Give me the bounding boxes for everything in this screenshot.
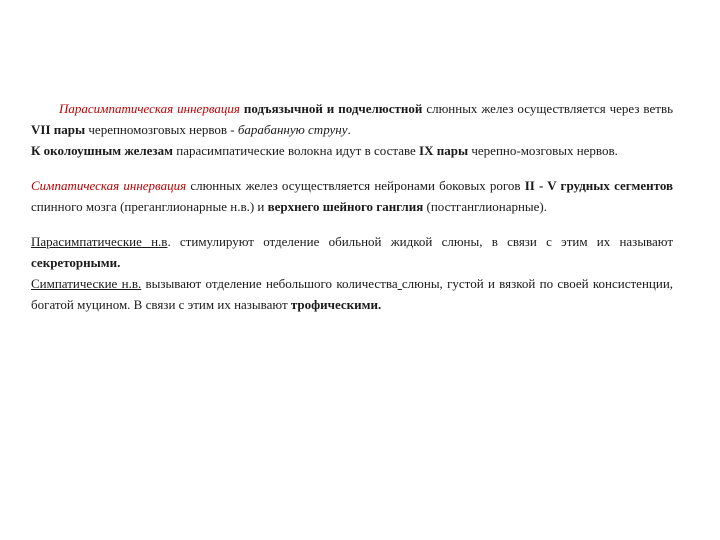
paragraph-text: парасимпатические волокна идут в составе: [176, 143, 416, 158]
nerve-pair-vii: VII пары: [31, 122, 86, 137]
term-parasympathetic-fibers: Парасимпатические н.в: [31, 234, 168, 249]
paragraph-sympathetic: [31, 175, 673, 217]
glands-sublingual-submandibular: подъязычной и подчелюстной: [243, 101, 423, 116]
paragraph-text: . стимулируют отделение обильной жидкой слюны, в связи с этим их называют: [167, 234, 674, 249]
superior-cervical-ganglion: верхнего шейного ганглия: [267, 199, 424, 214]
paragraph-text: (постганглионарные).: [426, 199, 548, 214]
paragraph-text: черепномозговых нервов -: [88, 122, 235, 137]
chorda-tympani: барабанную струну: [237, 122, 348, 137]
term-sympathetic-innervation: Симпатическая иннервация: [31, 178, 187, 193]
parotid-glands: К околоушным железам: [31, 143, 174, 158]
paragraph-text: спинного мозга (преганглионарные н.в.) и: [31, 199, 265, 214]
term-sympathetic-fibers: Симпатические н.в.: [31, 276, 142, 291]
paragraph-parasympathetic-function: [31, 231, 673, 273]
term-parasympathetic-innervation: Парасимпатическая иннервация: [59, 101, 240, 116]
secretory-label: секреторными.: [31, 255, 121, 270]
paragraph-text: слюнных желез осуществляется нейронами боковых рогов: [190, 178, 521, 193]
paragraph-parotid: [31, 140, 673, 161]
text-block: [31, 98, 673, 315]
spacer: [31, 161, 673, 175]
paragraph-text: черепно-мозговых нервов.: [471, 143, 618, 158]
spacer: [31, 217, 673, 231]
paragraph-text: слюнных желез осуществляется через ветвь: [426, 101, 674, 116]
paragraph-text: слюны, густой и вязкой по своей консистенции, богатой муцином. В связи с этим их называют: [31, 276, 674, 312]
paragraph-sympathetic-function: [31, 273, 673, 315]
trophic-label: трофическими.: [290, 297, 382, 312]
thoracic-segments: II - V грудных сегментов: [524, 178, 674, 193]
paragraph-text: .: [347, 122, 351, 137]
paragraph-parasympathetic-sublingual: [31, 98, 673, 140]
nerve-pair-ix: IX пары: [419, 143, 469, 158]
paragraph-text: вызывают отделение небольшого количества: [145, 276, 398, 291]
